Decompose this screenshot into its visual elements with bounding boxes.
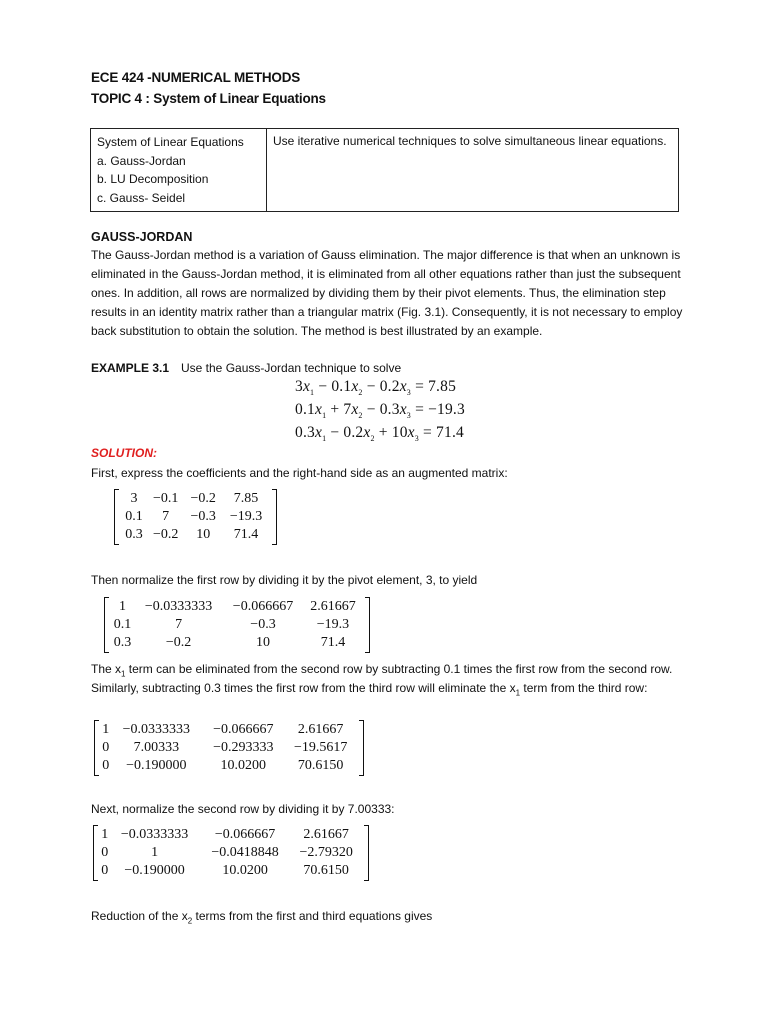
equation: $3x_1 - 0.1x_2 - 0.2x_3 = 7.85$ — [295, 378, 457, 398]
topic-list-item: System of Linear Equations — [97, 135, 244, 149]
topic-objective-cell: Use iterative numerical techniques to solve simultaneous linear equations. — [267, 129, 679, 212]
topic-list-item: c. Gauss- Seidel — [97, 190, 186, 205]
second-normalized-matrix: 1 −0.0333333 −0.066667 2.61667 0 1 −0.0418848 −2.79320 0 −0.190000 10.0200 70.6150 — [93, 825, 369, 881]
eliminated-matrix: 1 −0.0333333 −0.066667 2.61667 0 7.00333 −0.293333 −19.5617 0 −0.190000 10.0200 70.6150 — [94, 720, 364, 776]
solution-step: Similarly, subtracting 0.3 times the first row from the third row will eliminate the $x_1$ term from the third row: — [91, 681, 648, 698]
bracket-left — [114, 489, 119, 545]
bracket-right — [272, 489, 277, 545]
equation: $0.3x_1 - 0.2x_2 + 10x_3 = 71.4$ — [295, 424, 464, 444]
topic-list-item: b. LU Decomposition — [97, 172, 209, 186]
section-heading: GAUSS-JORDAN — [91, 230, 193, 244]
example-label: EXAMPLE 3.1 — [91, 361, 170, 375]
solution-step: Reduction of the $x_2$ terms from the first and third equations gives — [91, 909, 433, 926]
intro-paragraph: The Gauss-Jordan method is a variation of Gauss elimination. The major difference is that when an unknown is eliminated in the Gauss-Jordan method, it is eliminated from all other equations rather than just the subsequent ones. In addition, all rows are normalized by dividing them by their pivot elements. Thus, the elimination step results in an identity matrix rather than a triangular matrix (Fig. 3.1). Consequently, it is not necessary to employ back substitution to obtain the solution. The method is best illustrated by an example. — [91, 248, 683, 338]
solution-step: Then normalize the first row by dividing it by the pivot element, 3, to yield — [91, 573, 478, 587]
topic-title: TOPIC 4 : System of Linear Equations — [91, 91, 326, 106]
topic-table — [90, 128, 679, 212]
solution-step: Next, normalize the second row by dividing it by 7.00333: — [91, 802, 395, 816]
augmented-matrix: 3 −0.1 −0.2 7.85 0.1 7 −0.3 −19.3 0.3 −0.2 10 71.4 — [114, 489, 277, 545]
topic-list-item: a. Gauss-Jordan — [97, 153, 186, 168]
normalized-matrix: 1 −0.0333333 −0.066667 2.61667 0.1 7 −0.3 −19.3 0.3 −0.2 10 71.4 — [104, 597, 370, 653]
topic-list-cell — [91, 129, 267, 212]
bracket-left — [93, 825, 98, 881]
course-title: ECE 424 -NUMERICAL METHODS — [91, 70, 301, 85]
solution-step: First, express the coefficients and the right-hand side as an augmented matrix: — [91, 466, 508, 480]
equation: $0.1x_1 + 7x_2 - 0.3x_3 = -19.3$ — [295, 401, 465, 421]
example-text: Use the Gauss-Jordan technique to solve — [181, 361, 402, 375]
bracket-left — [104, 597, 109, 653]
solution-label: SOLUTION: — [91, 446, 157, 460]
bracket-right — [364, 825, 369, 881]
bracket-right — [359, 720, 364, 776]
solution-step: The $x_1$ term can be eliminated from the second row by subtracting 0.1 times the first row from the second row. — [91, 662, 673, 679]
bracket-left — [94, 720, 99, 776]
bracket-right — [365, 597, 370, 653]
